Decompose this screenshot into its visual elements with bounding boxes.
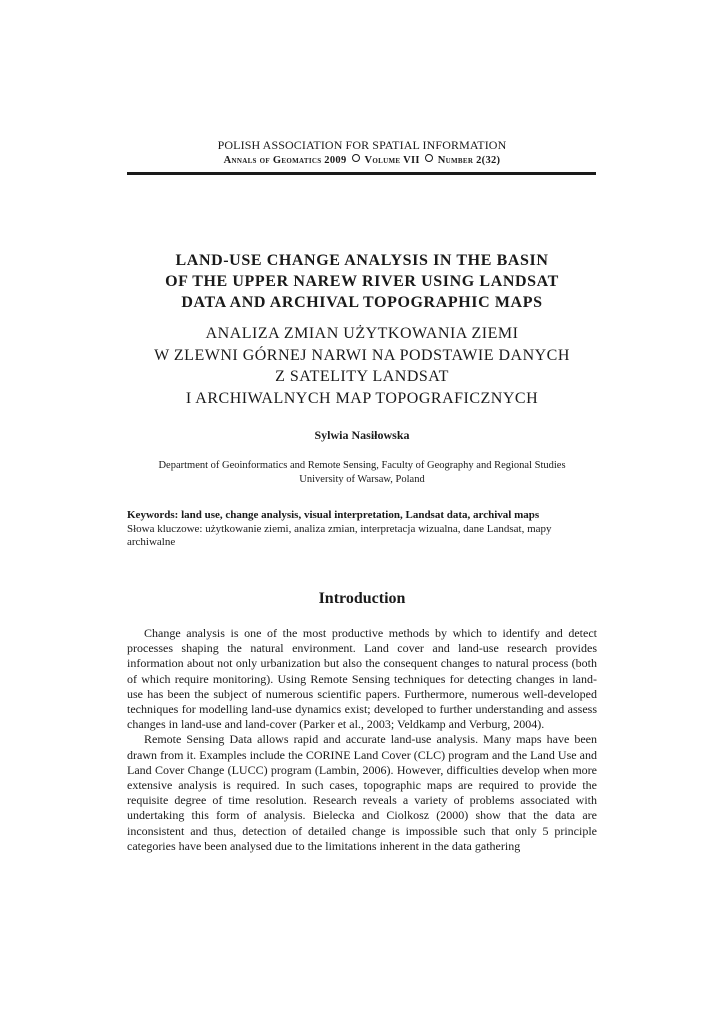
journal-number: Number 2(32) xyxy=(437,155,501,166)
title-polish-line: Z SATELITY LANDSAT xyxy=(275,368,449,385)
paragraph: Change analysis is one of the most productive methods by which to identify and detect processes shaping the natural environment. Land cover and land-use research provides information about not only urbanization but also the consequent changes to natural process (both of which require monitoring). Using Remote Sensing techniques for detecting changes in land-use has been the subject of numerous scientific papers. Furthermore, numerous well-developed techniques for modelling land-use dynamics exist; developed to further understanding and assess changes in land-use and land-cover (Parker et al., 2003; Veldkamp and Verburg, 2004). xyxy=(127,626,597,732)
title-english-line: LAND-USE CHANGE ANALYSIS IN THE BASIN xyxy=(175,252,549,269)
circle-separator-icon xyxy=(352,154,360,162)
keywords-block xyxy=(127,509,597,550)
title-polish xyxy=(80,323,644,409)
association-header: POLISH ASSOCIATION FOR SPATIAL INFORMATION xyxy=(217,138,507,152)
author-name: Sylwia Nasiłowska xyxy=(314,428,410,442)
affiliation-line: Department of Geoinformatics and Remote Sensing, Faculty of Geography and Regional Studies xyxy=(158,460,566,471)
title-english xyxy=(100,250,624,313)
body-text xyxy=(127,626,597,854)
title-english-line: OF THE UPPER NAREW RIVER USING LANDSAT xyxy=(165,273,559,290)
keywords-english: Keywords: land use, change analysis, visual interpretation, Landsat data, archival maps xyxy=(127,509,540,521)
keywords-polish: Słowa kluczowe: użytkowanie ziemi, analiza zmian, interpretacja wizualna, dane Landsat, mapy archiwalne xyxy=(127,522,552,548)
journal-header xyxy=(0,154,724,166)
header-rule xyxy=(127,172,596,175)
journal-volume: Volume VII xyxy=(364,155,420,166)
title-english-line: DATA AND ARCHIVAL TOPOGRAPHIC MAPS xyxy=(181,294,543,311)
title-polish-line: ANALIZA ZMIAN UŻYTKOWANIA ZIEMI xyxy=(205,325,519,342)
affiliation xyxy=(100,459,624,486)
circle-separator-icon xyxy=(425,154,433,162)
journal-name: Annals of Geomatics 2009 xyxy=(223,155,347,166)
section-heading: Introduction xyxy=(318,590,406,607)
paragraph: Remote Sensing Data allows rapid and accurate land-use analysis. Many maps have been drawn from it. Examples include the CORINE Land Cover (CLC) program and the Land Use and Land Cover Change (LUCC) program (Lambin, 2006). However, difficulties develop when more extensive analysis is required. In such cases, topographic maps are required to provide the requisite degree of time resolution. Research reveals a variety of problems associated with undertaking this form of analysis. Bielecka and Ciolkosz (2000) show that the data are inconsistent and thus, detection of detailed change is impossible such that only 5 principle categories have been analysed due to the limitations inherent in the data gathering xyxy=(127,732,597,853)
title-polish-line: I ARCHIWALNYCH MAP TOPOGRAFICZNYCH xyxy=(185,389,539,407)
title-polish-line: W ZLEWNI GÓRNEJ NARWI NA PODSTAWIE DANYCH xyxy=(154,346,570,364)
affiliation-line: University of Warsaw, Poland xyxy=(299,473,425,485)
